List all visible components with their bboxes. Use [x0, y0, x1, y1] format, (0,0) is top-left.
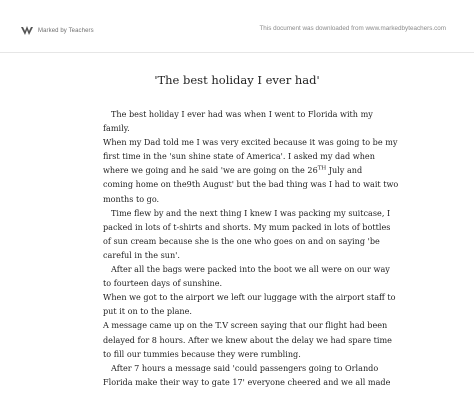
marked-by-teachers-logo-icon — [20, 24, 34, 38]
logo[interactable] — [20, 24, 94, 38]
text-line: Florida make their way to gate 17' everyone cheered and we all made — [103, 376, 391, 387]
text-segment: where we going and he said 'we are going on the 26 — [103, 165, 318, 176]
text-line: packed in lots of t-shirts and shorts. My mum packed in lots of bottles — [103, 221, 391, 232]
text-line: to fill our tummies because they were rumbling. — [103, 348, 301, 359]
text-line: of sun cream because she is the one who goes on and on saying 'be — [103, 235, 380, 246]
text-line: The best holiday I ever had was when I went to Florida with my — [111, 109, 373, 119]
header-bar — [0, 0, 474, 53]
text-line: After all the bags were packed into the boot we all were on our way — [111, 264, 390, 275]
text-line: months to go. — [103, 193, 160, 204]
text-line: put it on to the plane. — [103, 306, 192, 317]
text-line: After 7 hours a message said 'could passengers going to Orlando — [111, 362, 379, 373]
text-line — [103, 163, 403, 177]
text-line: When we got to the airport we left our luggage with the airport staff to — [103, 292, 396, 303]
text-line: When my Dad told me I was very excited because it was going to be my — [103, 137, 398, 148]
logo-text: Marked by Teachers — [38, 28, 94, 34]
text-line: A message came up on the T.V screen saying that our flight had been — [103, 320, 388, 331]
text-line: to fourteen days of sunshine. — [103, 278, 223, 289]
document-title: 'The best holiday I ever had' — [154, 73, 320, 87]
text-line: careful in the sun'. — [103, 249, 180, 260]
document-body — [103, 107, 403, 389]
date-superscript: TH — [317, 165, 327, 172]
text-line: coming home on the9th August' but the bad thing was I had to wait two — [103, 179, 399, 190]
text-line: first time in the 'sun shine state of America'. I asked my dad when — [103, 151, 375, 162]
text-line: Time flew by and the next thing I knew I was packing my suitcase, I — [111, 207, 391, 218]
text-line: family. — [103, 123, 130, 134]
download-note: This document was downloaded from www.markedbyteachers.com — [259, 25, 446, 32]
text-segment: July and — [326, 165, 363, 176]
text-line: delayed for 8 hours. After we knew about the delay we had spare time — [103, 334, 392, 345]
